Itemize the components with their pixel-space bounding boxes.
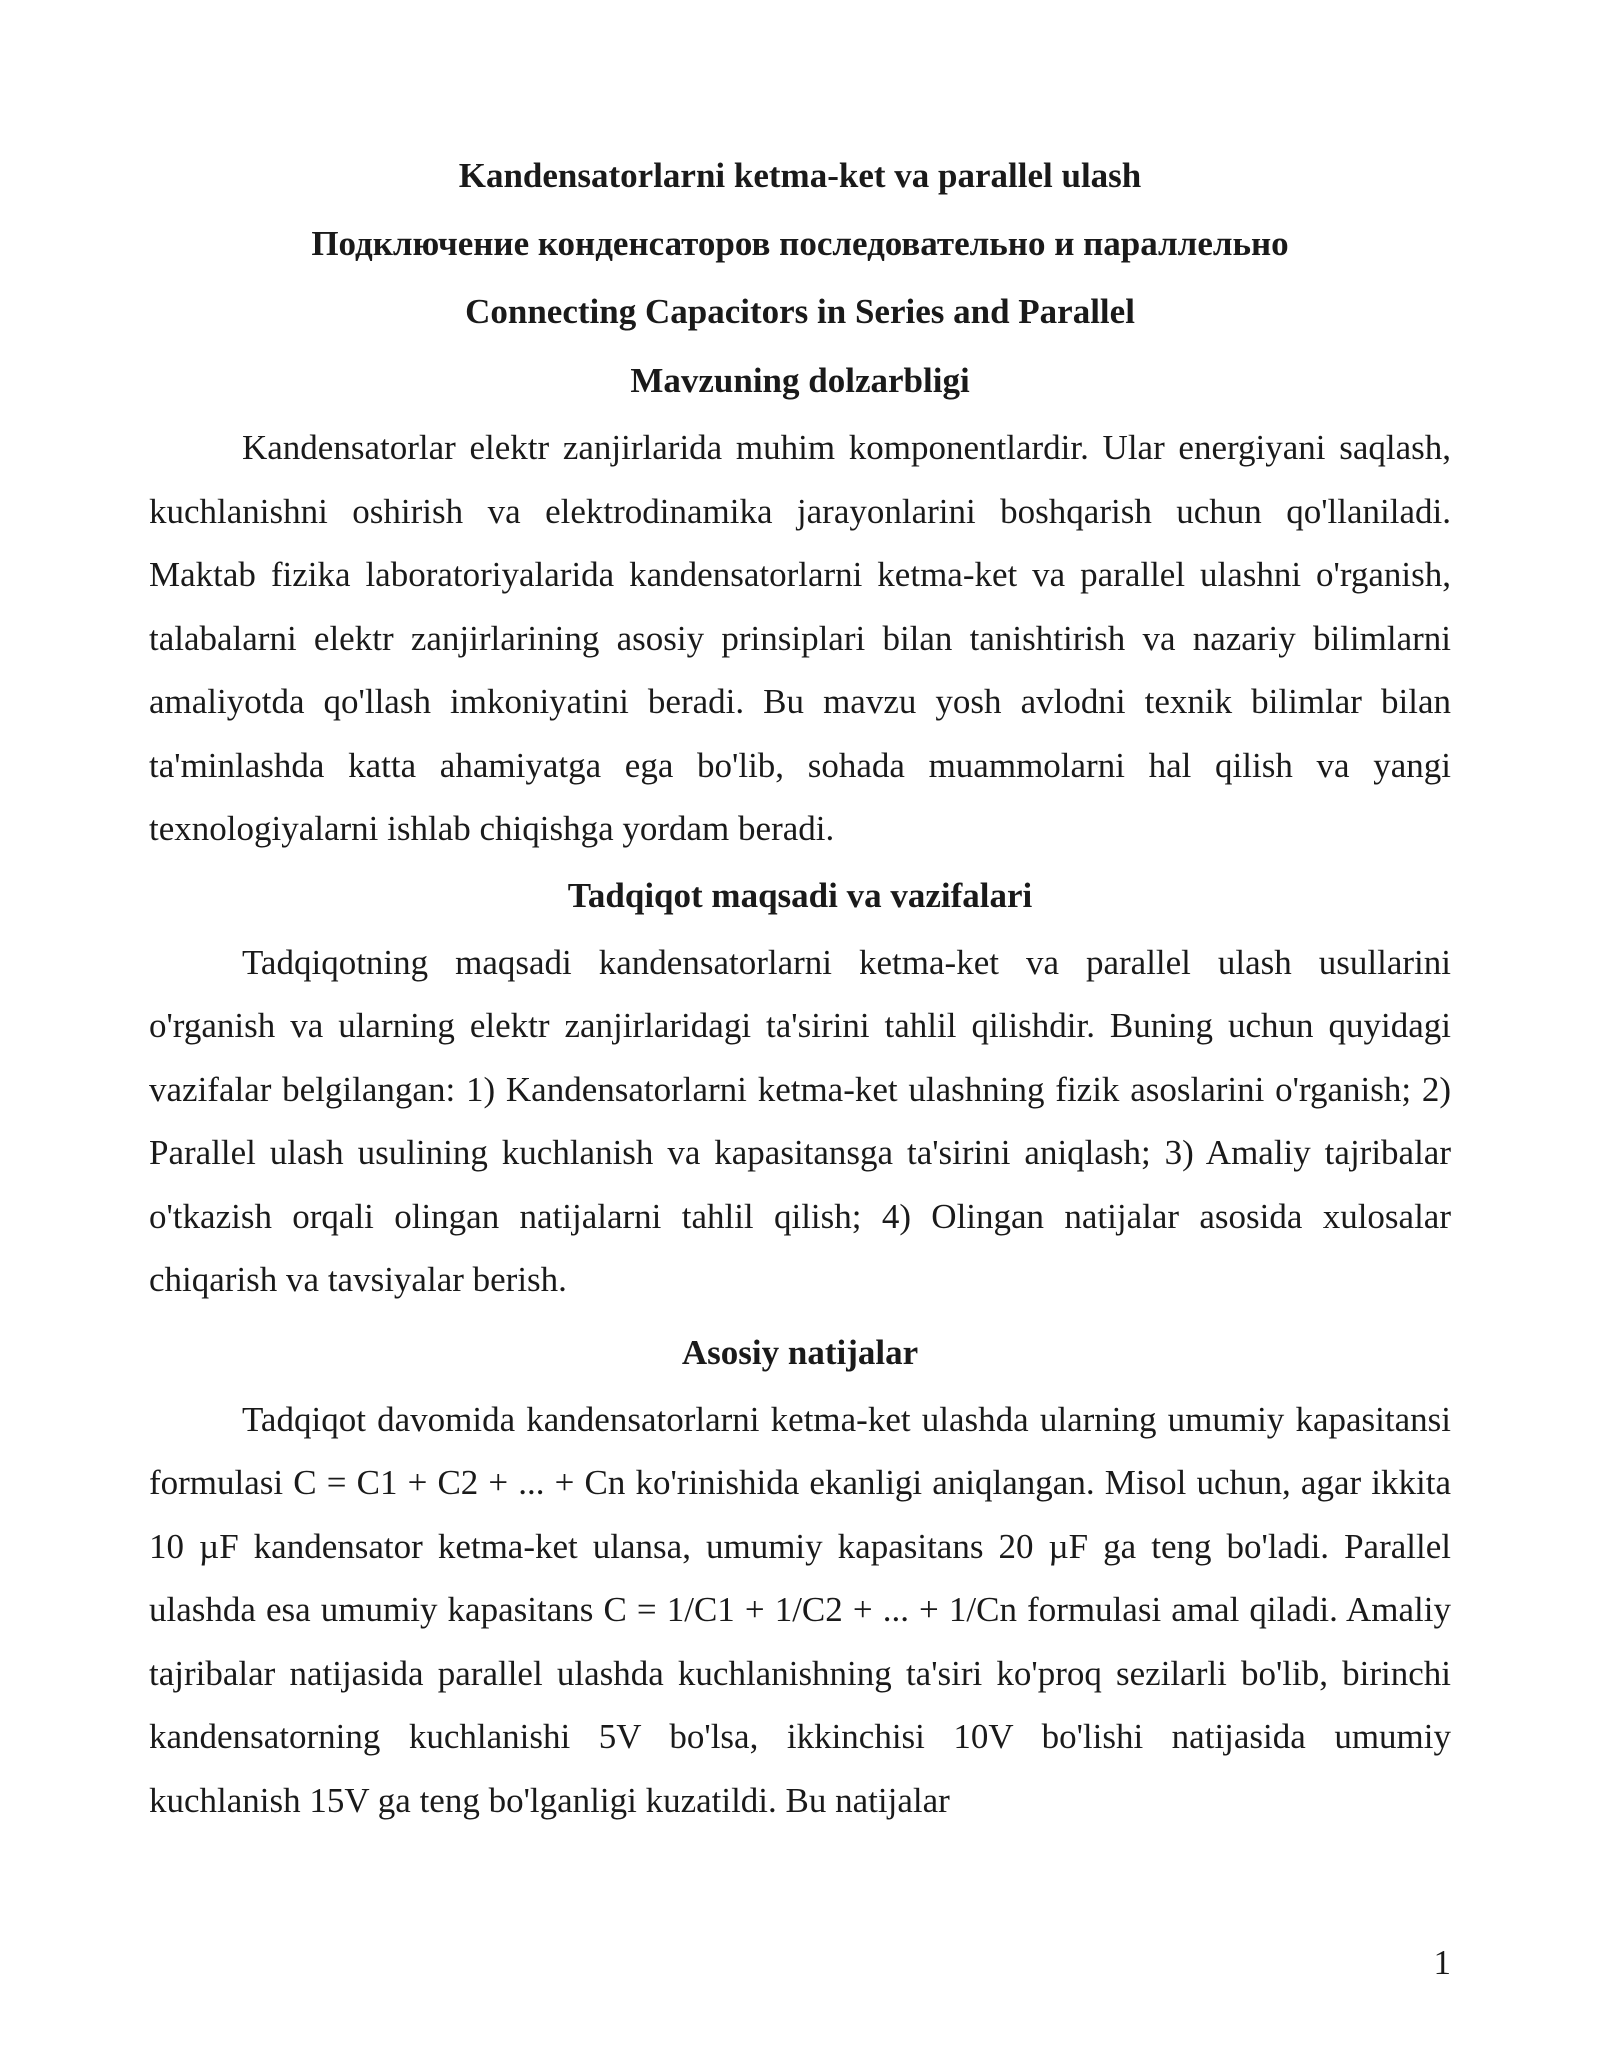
paragraph-goals: Tadqiqotning maqsadi kandensatorlarni ketma-ket va parallel ulash usullarini o'rganish va ularning elektr zanjirlaridagi ta'sirini tahlil qilishdir. Buning uchun quyidagi vazifalar belgilangan: 1) Kandensatorlarni ketma-ket ulashning fizik asoslarini o'rganish; 2) Parallel ulash usulining kuchlanish va kapasitansga ta'sirini aniqlash; 3) Amaliy tajribalar o'tkazish orqali olingan natijalarni tahlil qilish; 4) Olingan natijalar asosida xulosalar chiqarish va tavsiyalar berish. xyxy=(149,942,1451,1299)
section-heading-goals: Tadqiqot maqsadi va vazifalari xyxy=(567,875,1033,915)
paragraph-results: Tadqiqot davomida kandensatorlarni ketma-ket ulashda ularning umumiy kapasitansi formulasi C = C1 + C2 + ... + Cn ko'rinishida ekanligi aniqlangan. Misol uchun, agar ikkita 10 µF kandensator ketma-ket ulansa, umumiy kapasitans 20 µF ga teng bo'ladi. Parallel ulashda esa umumiy kapasitans C = 1/C1 + 1/C2 + ... + 1/Cn formulasi amal qiladi. Amaliy tajribalar natijasida parallel ulashda kuchlanishning ta'siri ko'proq sezilarli bo'lib, birinchi kandensatorning kuchlanishi 5V bo'lsa, ikkinchisi 10V bo'lishi natijasida umumiy kuchlanish 15V ga teng bo'lganligi kuzatildi. Bu natijalar xyxy=(149,1399,1451,1820)
section-heading-relevance: Mavzuning dolzarbligi xyxy=(630,361,970,400)
title-uzbek: Kandensatorlarni ketma-ket va parallel ulash xyxy=(458,156,1142,195)
title-block xyxy=(149,142,1451,346)
page-number: 1 xyxy=(1433,1943,1451,1982)
document-page xyxy=(149,142,1451,1832)
title-russian: Подключение конденсаторов последовательно и параллельно xyxy=(311,224,1289,263)
section-heading-results: Asosiy natijalar xyxy=(681,1332,919,1372)
paragraph-relevance: Kandensatorlar elektr zanjirlarida muhim komponentlardir. Ular energiyani saqlash, kuchlanishni oshirish va elektrodinamika jarayonlarini boshqarish uchun qo'llaniladi. Maktab fizika laboratoriyalarida kandensatorlarni ketma-ket va parallel ulashni o'rganish, talabalarni elektr zanjirlarining asosiy prinsiplari bilan tanishtirish va nazariy bilimlarni amaliyotda qo'llash imkoniyatini beradi. Bu mavzu yosh avlodni texnik bilimlar bilan ta'minlashda katta ahamiyatga ega bo'lib, sohada muammolarni hal qilish va yangi texnologiyalarni ishlab chiqishga yordam beradi. xyxy=(149,428,1451,848)
title-english: Connecting Capacitors in Series and Parallel xyxy=(465,292,1135,331)
